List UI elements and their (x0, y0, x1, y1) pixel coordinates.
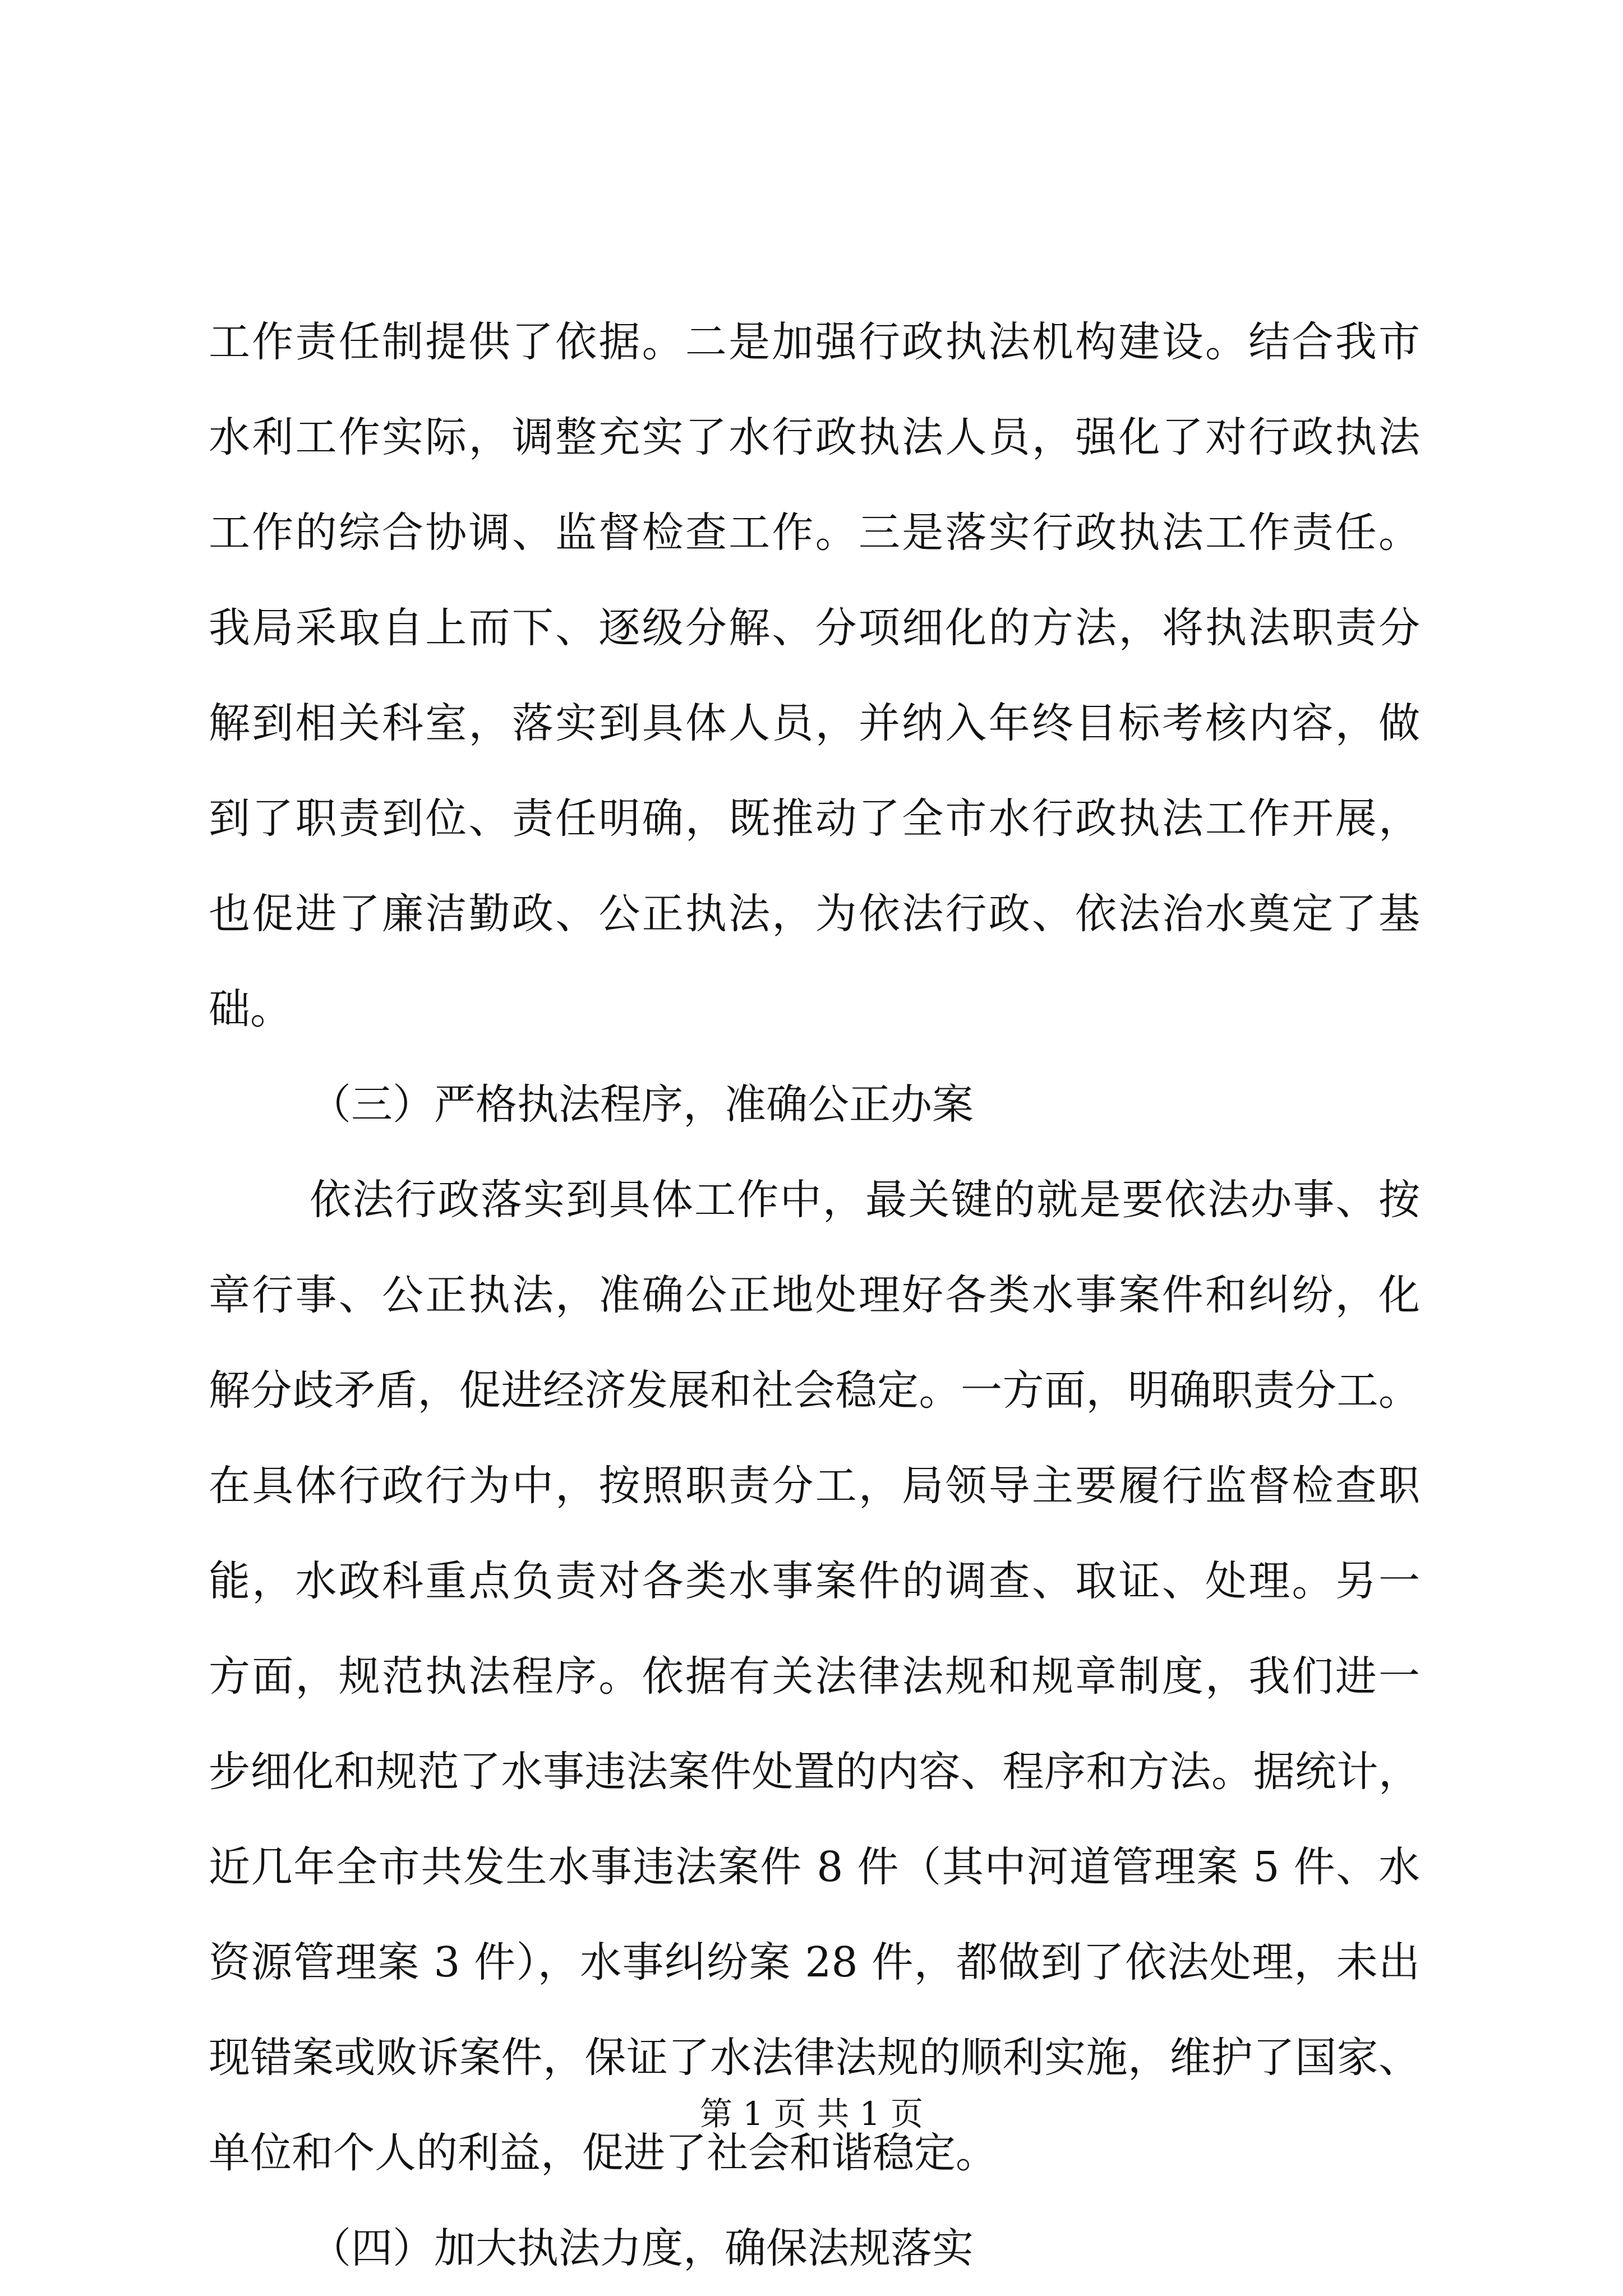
paragraph-line: 我局采取自上而下、逐级分解、分项细化的方法，将执法职责分 (209, 604, 1420, 652)
paragraph-line: 也促进了廉洁勤政、公正执法，为依法行政、依法治水奠定了基 (209, 890, 1420, 938)
section-heading-4: （四）加大执法力度，确保法规落实 (310, 2224, 974, 2272)
paragraph-line: 步细化和规范了水事违法案件处置的内容、程序和方法。据统计， (209, 1748, 1420, 1796)
paragraph-line: 近几年全市共发生水事违法案件 8 件（其中河道管理案 5 件、水 (209, 1843, 1420, 1891)
paragraph-line: 资源管理案 3 件），水事纠纷案 28 件，都做到了依法处理，未出 (209, 1938, 1420, 1987)
paragraph-line: 方面，规范执法程序。依据有关法律法规和规章制度，我们进一 (209, 1652, 1420, 1701)
paragraph-line: 础。 (209, 985, 292, 1033)
section-heading-3: （三）严格执法程序，准确公正办案 (310, 1080, 974, 1129)
document-body (209, 294, 1420, 2296)
paragraph-line: 解分歧矛盾，促进经济发展和社会稳定。一方面，明确职责分工。 (209, 1366, 1420, 1415)
paragraph-line: 水利工作实际，调整充实了水行政执法人员，强化了对行政执法 (209, 413, 1420, 461)
paragraph-line: 到了职责到位、责任明确，既推动了全市水行政执法工作开展， (209, 794, 1420, 843)
paragraph-line: 在具体行政行为中，按照职责分工，局领导主要履行监督检查职 (209, 1462, 1420, 1510)
paragraph-line: 解到相关科室，落实到具体人员，并纳入年终目标考核内容，做 (209, 699, 1420, 747)
paragraph-line: 现错案或败诉案件，保证了水法律法规的顺利实施，维护了国家、 (209, 2034, 1420, 2082)
paragraph-line: 单位和个人的利益，促进了社会和谐稳定。 (209, 2129, 997, 2177)
paragraph-line: 依法行政落实到具体工作中，最关键的就是要依法办事、按 (310, 1176, 1420, 1224)
paragraph-line: 能，水政科重点负责对各类水事案件的调查、取证、处理。另一 (209, 1557, 1420, 1605)
paragraph-line: 章行事、公正执法，准确公正地处理好各类水事案件和纠纷，化 (209, 1271, 1420, 1319)
page-footer: 第 1 页 共 1 页 (700, 2095, 923, 2133)
paragraph-line: 工作责任制提供了依据。二是加强行政执法机构建设。结合我市 (209, 318, 1420, 366)
paragraph-line: 工作的综合协调、监督检查工作。三是落实行政执法工作责任。 (209, 509, 1420, 557)
